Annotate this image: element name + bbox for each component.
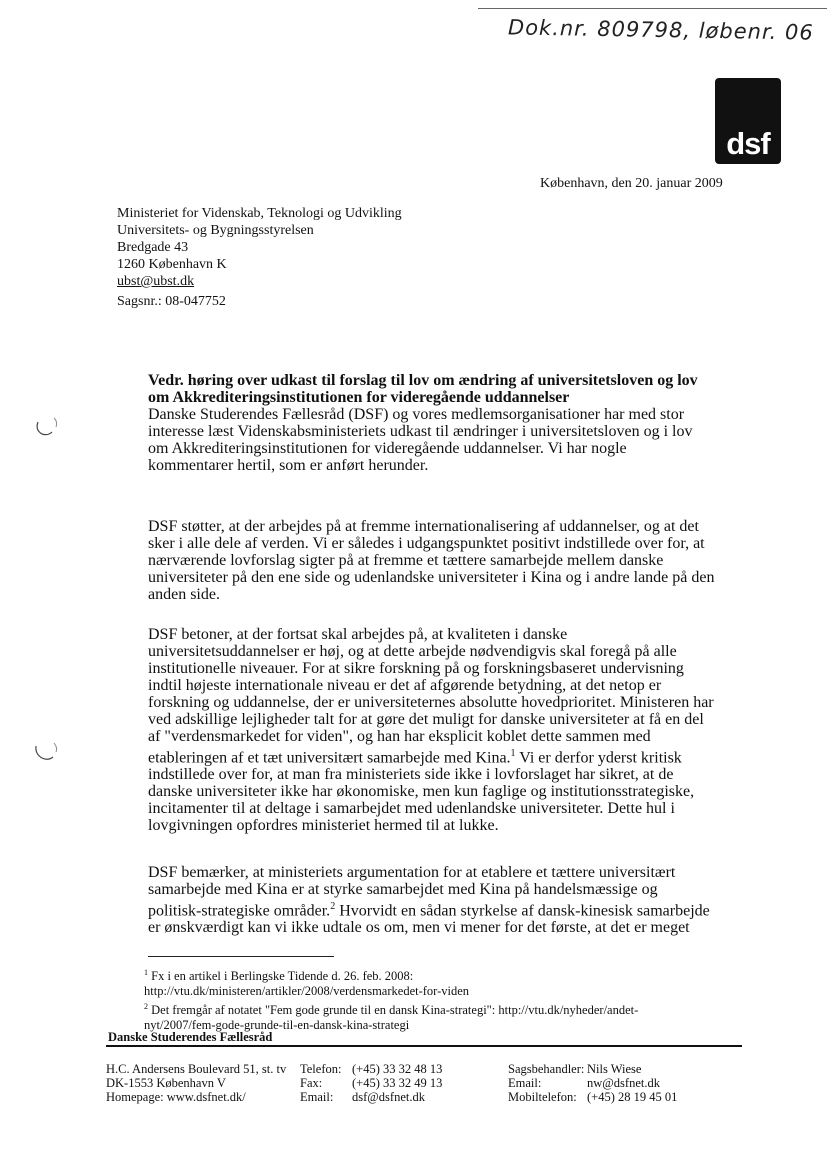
paragraph-internationalisation — [148, 518, 718, 603]
punch-hole-mark — [32, 414, 60, 440]
footer-address — [106, 1062, 286, 1104]
footnotes — [144, 965, 638, 1033]
footer-contact-labels — [300, 1062, 341, 1104]
subject-heading — [148, 372, 708, 406]
line-segment: Vi er derfor yderst kritisk — [515, 749, 682, 767]
text-line: ved adskillige lejligheder talt for at gøre det muligt for danske universiteter at få en del — [148, 711, 704, 728]
footer-contact-values — [352, 1062, 442, 1104]
recipient-line: 1260 København K — [117, 257, 227, 272]
contact-label: Email: — [300, 1090, 334, 1104]
footer-rule — [106, 1045, 742, 1047]
text-line — [148, 898, 718, 919]
handler-label: Sagsbehandler: — [508, 1062, 585, 1076]
footnote-ref-2[interactable]: 2 — [330, 901, 336, 912]
footnote-separator — [148, 956, 334, 957]
footnote-1-url[interactable]: http://vtu.dk/ministeren/artikler/2008/verdensmarkedet-for-viden — [144, 984, 470, 999]
footnote-number: 2 — [144, 1002, 148, 1012]
text-line: lovgivningen opfordres ministeriet hermed til at lukke. — [148, 817, 499, 835]
text-line: DSF støtter, at der arbejdes på at fremme internationalisering af uddannelser, og at det — [148, 518, 699, 535]
top-rule — [478, 8, 827, 9]
handler-label: Mobiltelefon: — [508, 1090, 577, 1104]
text-line: danske universiteter ikke har økonomiske, men kun faglige og institutionsstrategiske, — [148, 783, 695, 801]
text-line: DSF bemærker, at ministeriets argumentation for at etablere et tættere universitært — [148, 864, 676, 881]
handler-mobile: (+45) 28 19 45 01 — [587, 1090, 678, 1104]
date-line: København, den 20. januar 2009 — [540, 176, 723, 191]
text-line: forskning og uddannelse, der er universiteternes absolutte hovedprioritet. Ministeren har — [148, 694, 714, 711]
case-number: Sagsnr.: 08-047752 — [117, 294, 226, 309]
text-line: universiteter på den ene side og udenlandske universiteter i Kina og i andre lande på den — [148, 569, 715, 586]
footnote-1 — [144, 965, 638, 984]
recipient-line: Ministeriet for Videnskab, Teknologi og Udvikling — [117, 206, 402, 221]
recipient-email-link[interactable]: ubst@ubst.dk — [117, 274, 195, 289]
footer-address-line: H.C. Andersens Boulevard 51, st. tv — [106, 1062, 287, 1076]
phone-value: (+45) 33 32 48 13 — [352, 1062, 443, 1076]
intro-paragraph — [148, 406, 718, 474]
email-value[interactable]: dsf@dsfnet.dk — [352, 1090, 425, 1104]
text-line: af "verdensmarkedet for viden", og han har eksplicit koblet dette sammen med — [148, 728, 651, 745]
line-segment: Hvorvidt en sådan styrkelse af dansk-kinesisk samarbejde — [335, 902, 710, 920]
recipient-line: Bredgade 43 — [117, 240, 189, 255]
logo-text: dsf — [726, 126, 770, 161]
text-line: om Akkrediteringsinstitutionen for videregående uddannelser. Vi har nogle — [148, 440, 627, 457]
text-line: incitamenter til at deltage i samarbejdet med udenlandske universiteter. Dette hul i — [148, 800, 675, 818]
text-line: institutionelle niveauer. For at sikre forskning på og forskningsbaseret undervisning — [148, 660, 684, 677]
text-line: indtil højeste internationale niveau er det af afgørende betydning, at det netop er — [148, 677, 662, 694]
handwritten-doc-number: Dok.nr. 809798, løbenr. 06 — [507, 15, 814, 45]
text-line: sker i alle dele af verden. Vi er således i udgangspunktet positivt indstillede over for, at — [148, 535, 705, 552]
paragraph-quality — [148, 626, 718, 834]
footer-handler-labels — [508, 1062, 584, 1104]
footnote-text: Det fremgår af notatet "Fem gode grunde til en dansk Kina-strategi": http://vtu.dk/nyheder/andet- — [148, 1003, 639, 1018]
contact-label: Fax: — [300, 1076, 323, 1090]
subject-line: om Akkrediteringsinstitutionen for videregående uddannelser — [148, 389, 570, 406]
recipient-address — [117, 205, 402, 290]
text-line: samarbejde med Kina er at styrke samarbejdet med Kina på handelsmæssige og — [148, 881, 658, 898]
dsf-logo — [715, 78, 781, 164]
text-line: interesse læst Videnskabsministeriets udkast til ændringer i universitetsloven og i lov — [148, 423, 693, 440]
recipient-line: Universitets- og Bygningsstyrelsen — [117, 223, 314, 238]
footnote-number: 1 — [144, 968, 148, 977]
footnote-text: Fx i en artikel i Berlingske Tidende d. 26. feb. 2008: — [148, 969, 414, 984]
footnote-2-url[interactable]: nyt/2007/fem-gode-grunde-til-en-dansk-kina-strategi — [144, 1018, 410, 1033]
text-line: Danske Studerendes Fællesråd (DSF) og vores medlemsorganisationer har med stor — [148, 406, 685, 423]
handler-name: Nils Wiese — [587, 1062, 642, 1076]
line-segment: etableringen af et tæt universitært samarbejde med Kina. — [148, 749, 511, 767]
line-segment: politisk-strategiske områder. — [148, 902, 331, 920]
handler-email[interactable]: nw@dsfnet.dk — [587, 1076, 660, 1090]
footnote-ref-1[interactable]: 1 — [510, 748, 516, 759]
text-line: indstillede over for, at man fra ministeriets side ikke i lovforslaget har sikret, at de — [148, 766, 674, 784]
footer-address-line: DK-1553 København V — [106, 1076, 226, 1090]
footer-homepage[interactable]: Homepage: www.dsfnet.dk/ — [106, 1090, 246, 1104]
fax-value: (+45) 33 32 49 13 — [352, 1076, 443, 1090]
footer-handler-values — [587, 1062, 677, 1104]
contact-label: Telefon: — [300, 1062, 342, 1076]
paragraph-china — [148, 864, 718, 936]
handler-label: Email: — [508, 1076, 542, 1090]
text-line: kommentarer hertil, som er anført herunder. — [148, 457, 429, 474]
punch-hole-mark — [32, 740, 60, 766]
text-line: universitetsuddannelser er høj, og at dette arbejde nødvendigvis skal foregå på alle — [148, 643, 677, 660]
text-line: nærværende lovforslag sigter på at fremme et tættere samarbejde mellem danske — [148, 552, 664, 569]
subject-line: Vedr. høring over udkast til forslag til lov om ændring af universitetsloven og lov — [148, 372, 698, 389]
text-line: DSF betoner, at der fortsat skal arbejdes på, at kvaliteten i danske — [148, 626, 568, 643]
footnote-2 — [144, 999, 638, 1018]
text-line — [148, 745, 718, 766]
text-line: er ønskværdigt kan vi ikke udtale os om, men vi mener for det første, at det er meget — [148, 919, 690, 937]
text-line: anden side. — [148, 586, 220, 603]
footer-org-name: Danske Studerendes Fællesråd — [108, 1030, 273, 1044]
